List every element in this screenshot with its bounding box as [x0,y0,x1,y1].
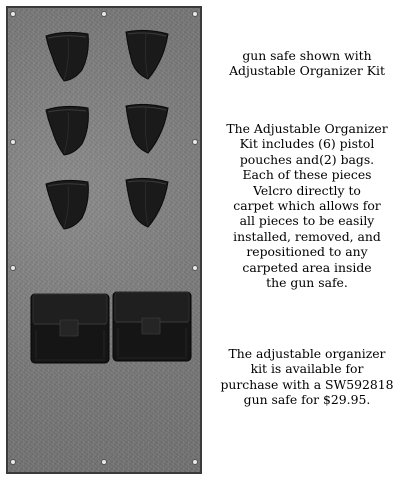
gun-safe-door-panel [6,6,202,474]
screw-top-center [102,12,106,16]
caption [212,48,402,79]
screw-mid-right-1 [193,140,197,144]
pistol-pouch-1 [44,30,90,82]
screw-mid-left-2 [11,266,15,270]
caption-line: Adjustable Organizer Kit [229,63,385,79]
description-line: The Adjustable Organizer [226,121,388,136]
screw-bottom-left [11,460,15,464]
screw-top-right [193,12,197,16]
description-line: installed, removed, and [233,228,381,244]
screw-bottom-right [193,460,197,464]
description-line: Kit includes (6) pistol [239,136,375,152]
screw-top-left [11,12,15,16]
description-line: carpet which allows for [233,198,381,214]
description-line: repositioned to any [246,244,368,260]
offer-line: kit is available for [250,361,364,377]
description-line: pouches and(2) bags. [239,151,375,167]
pistol-pouch-2 [124,28,170,80]
kit-description [212,121,402,290]
offer-line: purchase with a SW592818 [220,376,394,392]
offer-line: The adjustable organizer [228,346,386,361]
screw-mid-left-1 [11,140,15,144]
pistol-pouch-6 [124,176,170,228]
description-line: the gun safe. [266,275,348,291]
purchase-offer [212,346,402,408]
screw-mid-right-2 [193,266,197,270]
description-line: carpeted area inside [242,259,372,275]
description-line: Each of these pieces [242,167,372,183]
screw-bottom-center [102,460,106,464]
pistol-pouch-5 [44,178,90,230]
pistol-pouch-3 [44,104,90,156]
description-line: Velcro directly to [253,182,361,198]
organizer-bag-1 [30,290,110,364]
offer-line: gun safe for $29.95. [243,392,371,408]
description-line: all pieces to be easily [239,213,375,229]
pistol-pouch-4 [124,102,170,154]
caption-line: gun safe shown with [242,48,372,63]
organizer-bag-2 [112,288,192,362]
